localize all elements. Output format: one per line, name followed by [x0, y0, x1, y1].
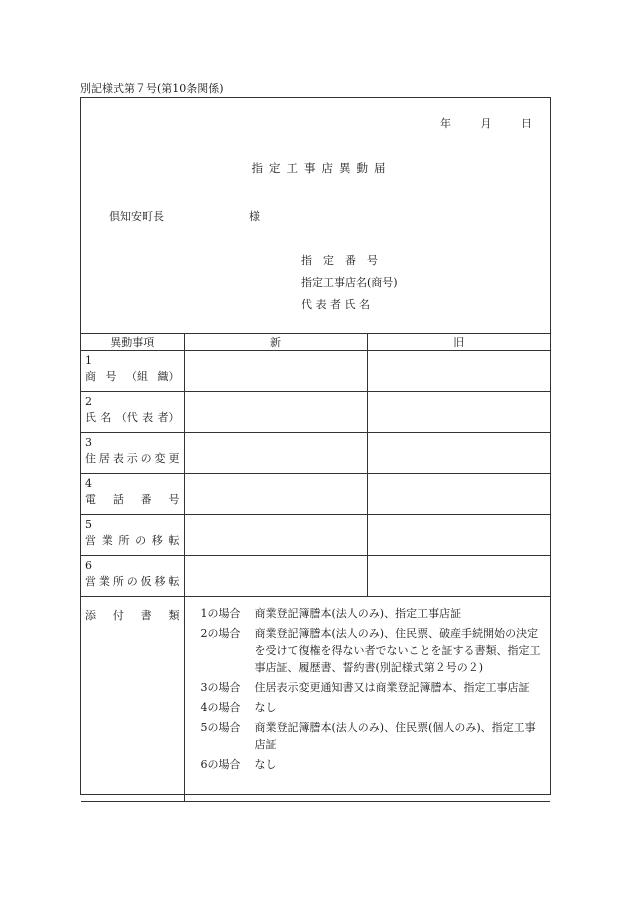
date-month: 月: [480, 117, 492, 130]
header-old: 旧: [367, 334, 550, 351]
attachment-case: 3の場合: [200, 681, 241, 694]
attachment-case: 4の場合: [200, 701, 241, 714]
old-value-cell[interactable]: [367, 474, 550, 515]
attachment-item: [201, 699, 547, 716]
new-value-cell[interactable]: [184, 474, 367, 515]
form-number-label: 別記様式第７号(第10条関係): [80, 82, 224, 95]
attachment-item: [201, 756, 547, 773]
item-number: 1: [85, 354, 92, 367]
representative-label: 代 表 者 氏 名: [301, 298, 370, 311]
new-value-cell[interactable]: [184, 433, 367, 474]
change-item-cell: [81, 515, 184, 556]
applicant-block: [301, 250, 398, 316]
form-header: [81, 98, 550, 333]
table-row: [81, 474, 550, 515]
change-item-cell: [81, 556, 184, 597]
attachment-item: [201, 719, 547, 753]
attachment-row: [81, 597, 550, 802]
attachment-item: [201, 625, 547, 676]
attachment-case: 6の場合: [200, 758, 241, 771]
table-row: [81, 433, 550, 474]
attachment-text: なし: [254, 701, 277, 714]
date-line: [426, 115, 532, 131]
designation-number-label: 指 定 番 号: [301, 254, 378, 267]
item-number: 3: [85, 436, 92, 449]
change-table: [81, 333, 550, 802]
table-row: [81, 351, 550, 392]
table-header-row: [81, 334, 550, 351]
header-new: 新: [184, 334, 367, 351]
addressee: 倶知安町長: [109, 210, 164, 223]
honorific: 様: [249, 210, 260, 223]
attachment-case: 5の場合: [200, 721, 241, 734]
item-number: 5: [85, 518, 92, 531]
form-title: 指定工事店異動届: [251, 161, 392, 175]
attachment-case: 2の場合: [200, 627, 241, 640]
change-item-cell: [81, 474, 184, 515]
attachment-text: 住居表示変更通知書又は商業登記簿謄本、指定工事店証: [254, 681, 530, 694]
notification-form: [80, 97, 551, 795]
old-value-cell[interactable]: [367, 515, 550, 556]
old-value-cell[interactable]: [367, 392, 550, 433]
attachment-item: [201, 679, 547, 696]
old-value-cell[interactable]: [367, 556, 550, 597]
attachment-case: 1の場合: [200, 607, 241, 620]
attachment-text: 商業登記簿謄本(法人のみ)、住民票(個人のみ)、指定工事店証: [254, 721, 536, 751]
change-item-cell: [81, 433, 184, 474]
header-change-item: 異動事項: [81, 334, 184, 351]
table-row: [81, 556, 550, 597]
item-name: 営 業 所 の 仮 移 転: [85, 575, 180, 588]
attachment-text: 商業登記簿謄本(法人のみ)、指定工事店証: [254, 607, 462, 620]
attachment-text: 商業登記簿謄本(法人のみ)、住民票、破産手続開始の決定を受けて復権を得ない者でないことを証する書類、指定工事店証、履歴書、誓約書(別記様式第２号の２): [254, 627, 541, 674]
table-row: [81, 515, 550, 556]
item-number: 4: [85, 477, 92, 490]
table-row: [81, 392, 550, 433]
item-name: 営 業 所 の 移 転: [85, 534, 180, 547]
store-name-label: 指定工事店名(商号): [301, 276, 398, 289]
new-value-cell[interactable]: [184, 392, 367, 433]
attachment-item: [201, 605, 547, 622]
new-value-cell[interactable]: [184, 515, 367, 556]
item-number: 2: [85, 395, 92, 408]
attachment-text: なし: [254, 758, 277, 771]
old-value-cell[interactable]: [367, 351, 550, 392]
item-name: 住 居 表 示 の 変 更: [85, 452, 180, 465]
change-item-cell: [81, 392, 184, 433]
attachment-label: 添 付 書 類: [81, 597, 184, 802]
new-value-cell[interactable]: [184, 556, 367, 597]
item-name: 商 号 （組 織）: [85, 370, 180, 383]
old-value-cell[interactable]: [367, 433, 550, 474]
date-year: 年: [440, 117, 451, 130]
change-item-cell: [81, 351, 184, 392]
item-name: 電 話 番 号: [85, 493, 180, 506]
date-day: 日: [521, 117, 532, 130]
attachment-list: [184, 597, 550, 802]
item-name: 氏 名 （代 表 者）: [85, 411, 180, 424]
new-value-cell[interactable]: [184, 351, 367, 392]
item-number: 6: [85, 559, 92, 572]
